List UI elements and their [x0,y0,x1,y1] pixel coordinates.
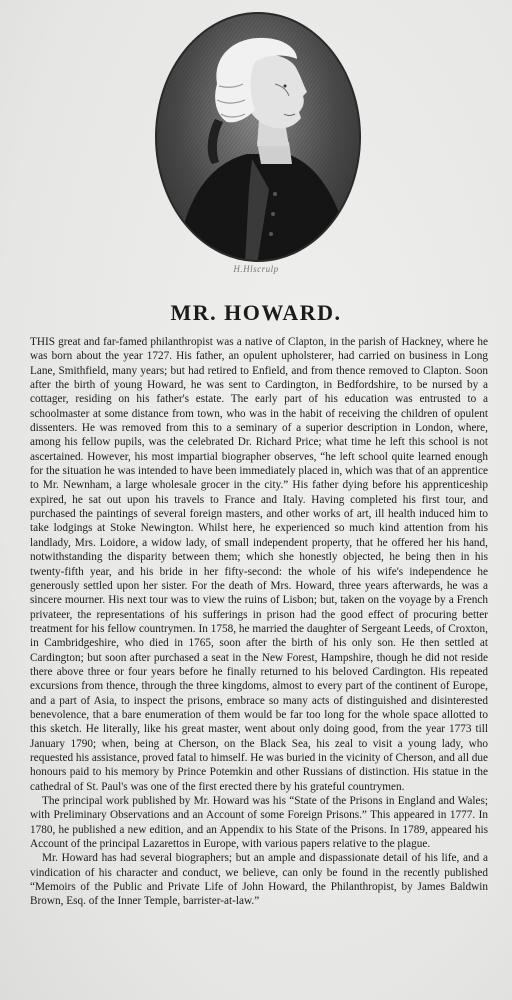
body-paragraph-3: Mr. Howard has had several biographers; but an ample and dispassionate detail of his life, and a vindication of his character and conduct, we believe, can only be found in the recently published “Memoirs of the Public and Private Life of John Howard, the Philanthropist, by James Baldwin Brown, Esq. of the Inner Temple, barrister-at-law.” [30,852,488,908]
article-body [30,335,488,909]
body-paragraph-1: THIS great and far-famed philanthropist was a native of Clapton, in the parish of Hackney, where he was born about the year 1727. His father, an opulent upholsterer, had carried on business in Long Lane, Smithfield, many years; but had retired to Enfield, and from thence removed to Clapton. Soon after the birth of young Howard, he was sent to Cardington, in Bedfordshire, to be nursed by a cottager, residing on his father's estate. The early part of his education was entrusted to a schoolmaster at some distance from town, who was in the habit of receiving the children of opulent dissenters. He was removed from this to a seminary of a superior description in London, where, among his fellow pupils, was the celebrated Dr. Richard Price; what time he left this school is not ascertained. However, his most impartial biographer observes, “he left school quite learned enough for the situation he was intended to have been immediately placed in, which was that of an apprentice to Mr. Newnham, a large wholesale grocer in the city.” His father dying before his apprenticeship expired, he sat out upon his travels to France and Italy. Having completed his first tour, and purchased the paintings of several foreign masters, and other works of art, ill health induced him to take lodgings at Stoke Newington. Whilst here, he experienced so much kind attention from his landlady, Mrs. Loidore, a widow lady, of small independent property, that he offered her his hand, notwithstanding the disparity between them; which she honestly objected, he being then in his twenty-fifth year, and his bride in her fifty-second: the whole of his wife's independence he generously settled upon her sister. For the death of Mrs. Howard, three years afterwards, he was a sincere mourner. His next tour was to view the ruins of Lisbon; but, taken on the voyage by a French privateer, the representations of his sufferings in prison had the good effect of procuring better treatment for his fellow countrymen. In 1758, he married the daughter of Sergeant Leeds, of Croxton, in Cambridgeshire, who died in 1765, soon after the birth of his only son. He then settled at Cardington; but soon after purchased a seat in the New Forest, Hampshire, though he did not reside there above three or four years before he finally returned to his beloved Cardington. His repeated excursions from thence, through the three kingdoms, almost to every part of the continent of Europe, and a part of Asia, to inspect the prisons, embrace so many acts of distinguished and disinterested benevolence, that a bare enumeration of them would be far too long for the whole space allotted to this sketch. He literally, like his great master, went about only doing good, from the year 1773 till January 1790; when, being at Cherson, on the Black Sea, his zeal to visit a young lady, who requested his assistance, proved fatal to himself. He was buried in the vicinity of Cherson, and all due honours paid to his memory by Prince Potemkin and other Russians of distinction. His statue in the cathedral of St. Paul's was one of the first erected there by his grateful countrymen. [30,336,489,793]
portrait-engraving [155,12,365,270]
body-paragraph-2: The principal work published by Mr. Howard was his “State of the Prisons in England and Wales; with Preliminary Observations and an Account of some Foreign Prisons.” This appeared in 1777. In 1780, he published a new edition, and an Appendix to his State of the Prisons. In 1789, appeared his Account of the principal Lazarettos in Europe, with various papers relative to the plague. [30,795,488,851]
portrait-figure [157,14,361,262]
portrait-oval-frame [155,12,361,262]
article-title: MR. HOWARD. [170,300,342,325]
engraver-credit: H.Hlscrulp [233,264,279,274]
